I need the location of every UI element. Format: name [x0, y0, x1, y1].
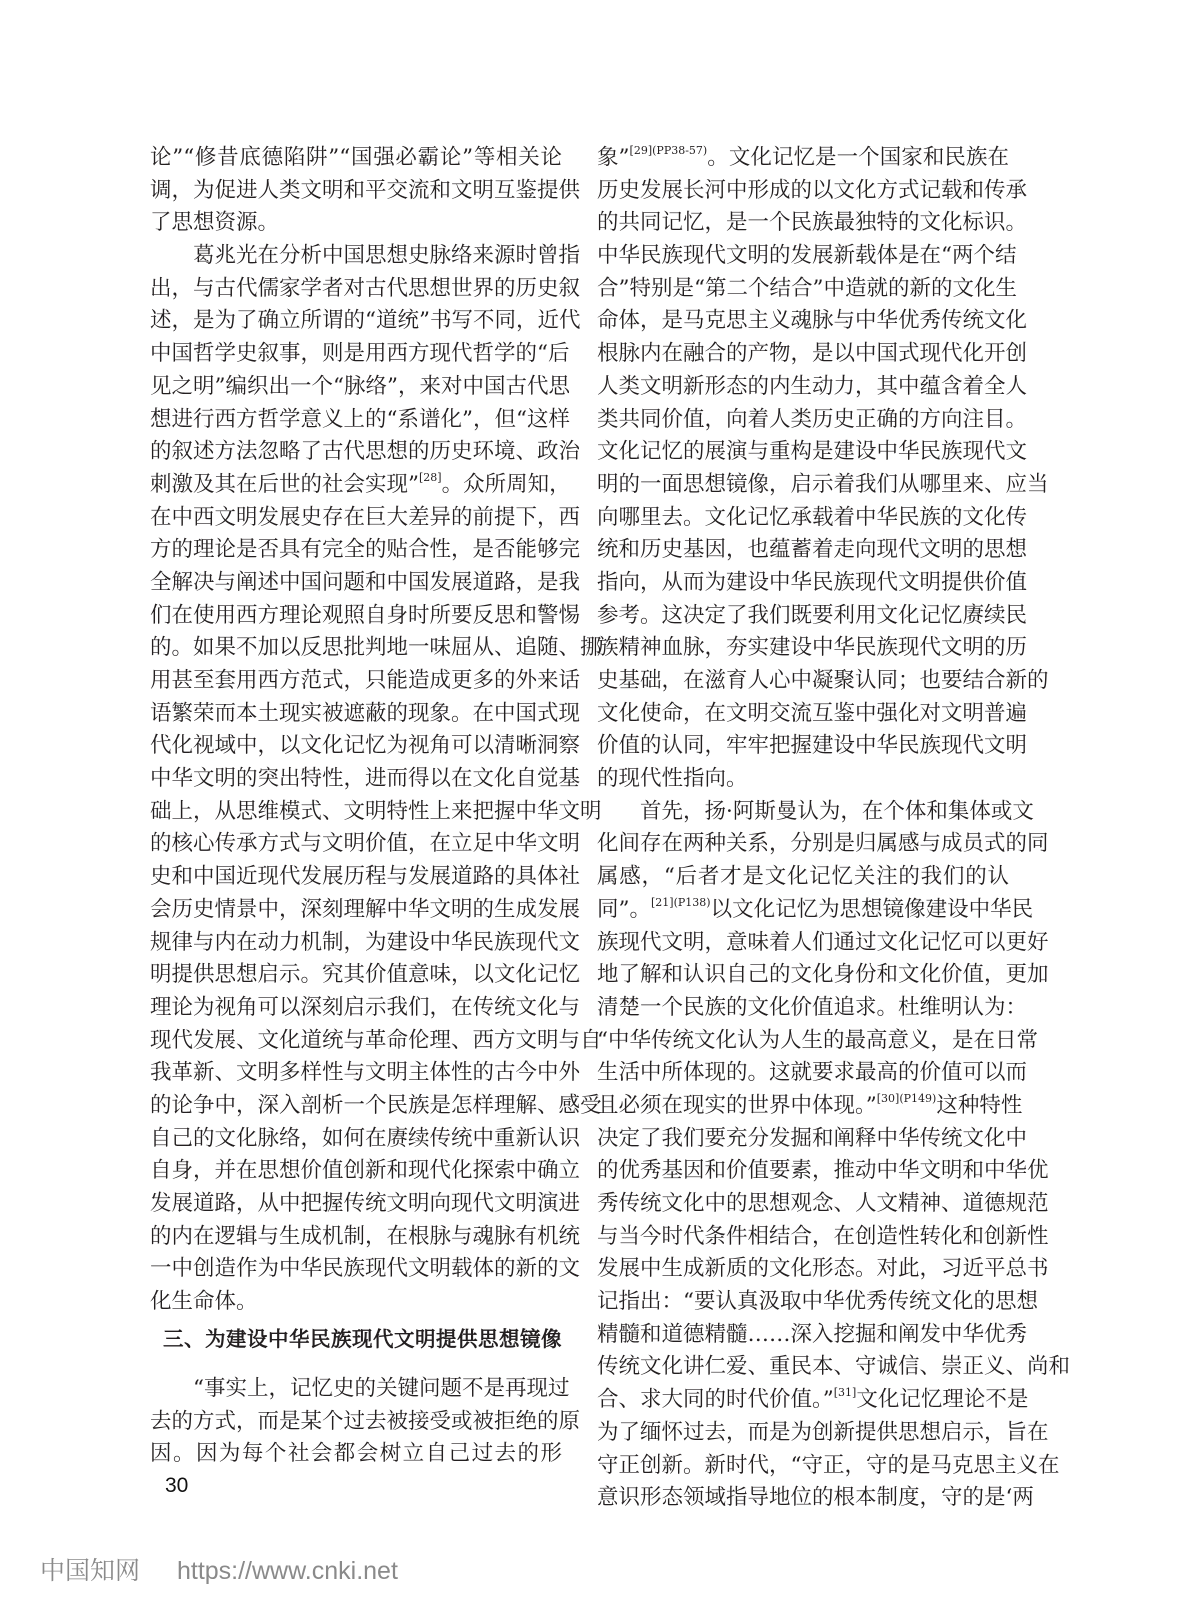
- citation-superscript: [31]: [833, 1386, 857, 1400]
- text-line: [597, 1025, 1038, 1058]
- line-text: 现代发展、文化道统与革命伦理、西方文明与自: [150, 1027, 602, 1053]
- text-line: [150, 730, 581, 763]
- line-text: 调，为促进人类文明和平交流和文明互鉴提供: [150, 177, 581, 203]
- line-text: 化生命体。: [150, 1289, 258, 1315]
- text-line: [597, 175, 1028, 208]
- text-line: [150, 632, 602, 665]
- line-text: 自己的文化脉络，如何在赓续传统中重新认识: [150, 1125, 581, 1151]
- line-text: 精髓和道德精髓……深入挖掘和阐发中华优秀: [597, 1321, 1028, 1347]
- text-line: [597, 698, 1028, 731]
- text-line: [597, 992, 1028, 1025]
- line-text: 首先，扬·阿斯曼认为，在个体和集体或文: [640, 798, 1034, 824]
- line-text: 因。因为每个社会都会树立自己过去的形: [150, 1441, 562, 1467]
- text-line: [150, 894, 581, 927]
- line-text: 化间存在两种关系，分别是归属感与成员式的同: [597, 831, 1049, 857]
- line-text: 合”特别是“第二个结合”中造就的新的文化生: [597, 275, 1017, 301]
- line-text: 理论为视角可以深刻启示我们，在传统文化与: [150, 994, 581, 1020]
- text-line: [150, 796, 602, 829]
- text-line: [597, 730, 1028, 763]
- text-line: [150, 992, 581, 1025]
- line-text: 文化记忆的展演与重构是建设中华民族现代文: [597, 439, 1028, 465]
- text-line: [150, 1373, 570, 1406]
- text-line: [597, 1221, 1049, 1254]
- line-text: 同”。: [597, 896, 651, 922]
- line-text: 会历史情景中，深刻理解中华文明的生成发展: [150, 896, 581, 922]
- text-line: [150, 1123, 581, 1156]
- line-text: 记指出：“要认真汲取中华优秀传统文化的思想: [597, 1289, 1038, 1315]
- line-text-after-citation: 以文化记忆为思想镜像建设中华民: [710, 896, 1034, 922]
- text-line: [597, 665, 1049, 698]
- text-line: [597, 1319, 1028, 1352]
- text-line: [150, 1057, 581, 1090]
- line-text: 们在使用西方理论观照自身时所要反思和警惕: [150, 602, 581, 628]
- line-text: 向哪里去。文化记忆承载着中华民族的文化传: [597, 504, 1028, 530]
- line-text-after-citation: 。众所周知，: [441, 471, 571, 497]
- text-line: [597, 1351, 1071, 1384]
- text-line: [150, 1286, 562, 1319]
- line-text: 的核心传承方式与文明价值，在立足中华文明: [150, 831, 581, 857]
- line-text: 文化使命，在文明交流互鉴中强化对文明普遍: [597, 700, 1028, 726]
- line-text: 发展中生成新质的文化形态。对此，习近平总书: [597, 1256, 1049, 1282]
- line-text: 我革新、文明多样性与文明主体性的古今中外: [150, 1060, 581, 1086]
- left-column-bottom: [150, 1373, 581, 1471]
- footer-watermark: [40, 1551, 398, 1587]
- line-text: 根脉内在融合的产物，是以中国式现代化开创: [597, 341, 1028, 367]
- text-line: [597, 1450, 1060, 1483]
- text-line: [150, 1155, 581, 1188]
- text-line: [597, 1482, 1034, 1515]
- text-line: [597, 632, 1028, 665]
- text-line: [597, 1057, 1028, 1090]
- line-text: 的现代性指向。: [597, 766, 748, 792]
- text-line: [597, 861, 1009, 894]
- text-line: [597, 273, 1017, 306]
- line-text: 葛兆光在分析中国思想史脉络来源时曾指: [193, 243, 581, 269]
- line-text: 全解决与阐述中国问题和中国发展道路，是我: [150, 569, 581, 595]
- line-text: 自身，并在思想价值创新和现代化探索中确立: [150, 1158, 581, 1184]
- line-text: 决定了我们要充分发掘和阐释中华传统文化中: [597, 1125, 1028, 1151]
- line-text: 用甚至套用西方范式，只能造成更多的外来话: [150, 668, 581, 693]
- line-text: 去的方式，而是某个过去被接受或被拒绝的原: [150, 1408, 581, 1434]
- line-text: 的。如果不加以反思批判地一味屈从、追随、挪: [150, 635, 602, 661]
- line-text: 族现代文明，意味着人们通过文化记忆可以更好: [597, 929, 1049, 955]
- line-text: 的内在逻辑与生成机制，在根脉与魂脉有机统: [150, 1223, 581, 1249]
- line-text: 价值的认同，牢牢把握建设中华民族现代文明: [597, 733, 1028, 759]
- text-line: [597, 502, 1028, 535]
- text-line: [150, 959, 581, 992]
- line-text: 为了缅怀过去，而是为创新提供思想启示，旨在: [597, 1419, 1049, 1445]
- line-text: 且必须在现实的世界中体现。”: [597, 1092, 877, 1118]
- text-line: [597, 142, 1009, 175]
- text-line: [597, 404, 1028, 437]
- line-text: “中华传统文化认为人生的最高意义，是在日常: [597, 1027, 1038, 1053]
- text-line: [597, 1286, 1038, 1319]
- citation-superscript: [30](P149): [876, 1091, 937, 1105]
- text-line: [150, 436, 581, 469]
- line-text: 命体，是马克思主义魂脉与中华优秀传统文化: [597, 308, 1028, 334]
- text-line: [597, 796, 1034, 829]
- citation-superscript: [21](P138): [651, 895, 711, 909]
- text-line: [150, 305, 581, 338]
- line-text: 中国哲学史叙事，则是用西方现代哲学的“后: [150, 341, 570, 367]
- line-text: 生活中所体现的。这就要求最高的价值可以而: [597, 1060, 1028, 1086]
- text-line: [597, 436, 1028, 469]
- text-line: [150, 828, 581, 861]
- text-line: [150, 273, 581, 306]
- text-line: [150, 207, 562, 240]
- text-line: [597, 469, 1049, 502]
- page-number: 30: [165, 1474, 189, 1497]
- citation-superscript: [29](PP38-57): [629, 144, 708, 157]
- text-line: [597, 1090, 1023, 1123]
- line-text: 了思想资源。: [150, 210, 280, 236]
- line-text: 规律与内在动力机制，为建设中华民族现代文: [150, 929, 581, 955]
- line-text: 代化视域中，以文化记忆为视角可以清晰洞察: [150, 733, 581, 759]
- text-line: [150, 240, 581, 273]
- text-line: [150, 763, 581, 796]
- line-text: 意识形态领域指导地位的根本制度，守的是‘两: [597, 1485, 1034, 1511]
- line-text: 秀传统文化中的思想观念、人文精神、道德规范: [597, 1191, 1049, 1216]
- text-line: [150, 338, 570, 371]
- line-text: 的叙述方法忽略了古代思想的历史环境、政治: [150, 439, 581, 465]
- citation-superscript: [28]: [419, 470, 442, 484]
- text-line: [150, 927, 581, 960]
- line-text: 指向，从而为建设中华民族现代文明提供价值: [597, 569, 1028, 595]
- line-text: 语繁荣而本土现实被遮蔽的现象。在中国式现: [150, 700, 581, 726]
- text-line: [150, 502, 581, 535]
- text-line: [597, 763, 1009, 796]
- text-line: [597, 828, 1049, 861]
- text-line: [150, 142, 562, 175]
- line-text: 地了解和认识自己的文化身份和文化价值，更加: [597, 962, 1049, 988]
- text-line: [150, 1438, 562, 1471]
- line-text: 的优秀基因和价值要素，推动中华文明和中华优: [597, 1158, 1049, 1184]
- line-text: 类共同价值，向着人类历史正确的方向注目。: [597, 406, 1028, 432]
- line-text: 中华民族现代文明的发展新载体是在“两个结: [597, 243, 1017, 269]
- text-line: [597, 1123, 1028, 1156]
- line-text-after-citation: 这种特性: [936, 1092, 1023, 1118]
- text-line: [150, 1221, 581, 1254]
- text-line: [597, 534, 1028, 567]
- line-text: 想进行西方哲学意义上的“系谱化”，但“这样: [150, 406, 570, 432]
- text-line: [597, 338, 1028, 371]
- line-text-after-citation: 。文化记忆是一个国家和民族在: [707, 145, 1009, 170]
- text-line: [597, 567, 1028, 600]
- line-text: 在中西文明发展史存在巨大差异的前提下，西: [150, 504, 581, 530]
- text-line: [597, 1384, 1029, 1417]
- line-text: 统和历史基因，也蕴蓄着走向现代文明的思想: [597, 537, 1028, 563]
- text-line: [150, 469, 571, 502]
- line-text: 象”: [597, 145, 630, 170]
- footer-url[interactable]: https://www.cnki.net: [176, 1557, 398, 1585]
- line-text: 一中创造作为中华民族现代文明载体的新的文: [150, 1256, 581, 1282]
- line-text: 中华文明的突出特性，进而得以在文化自觉基: [150, 766, 581, 792]
- line-text: 合、求大同的时代价值。”: [597, 1387, 834, 1413]
- text-line: [150, 1406, 581, 1439]
- text-line: [597, 371, 1028, 404]
- text-line: [597, 959, 1049, 992]
- text-line: [150, 175, 581, 208]
- line-text: 发展道路，从中把握传统文明向现代文明演进: [150, 1191, 581, 1216]
- line-text: 史和中国近现代发展历程与发展道路的具体社: [150, 864, 581, 890]
- line-text: 与当今时代条件相结合，在创造性转化和创新性: [597, 1223, 1049, 1249]
- line-text: 史基础，在滋育人心中凝聚认同；也要结合新的: [597, 668, 1049, 693]
- line-text: 属感，“后者才是文化记忆关注的我们的认: [597, 864, 1009, 890]
- text-line: [150, 567, 581, 600]
- line-text: 的共同记忆，是一个民族最独特的文化标识。: [597, 210, 1028, 236]
- text-line: [597, 305, 1028, 338]
- line-text: 守正创新。新时代，“守正，守的是马克思主义在: [597, 1452, 1060, 1478]
- text-line: [150, 1090, 602, 1123]
- line-text: 人类文明新形态的内生动力，其中蕴含着全人: [597, 373, 1028, 399]
- left-column: [150, 142, 602, 1319]
- line-text: 族精神血脉，夯实建设中华民族现代文明的历: [597, 635, 1028, 661]
- text-line: [597, 1253, 1049, 1286]
- text-line: [150, 861, 581, 894]
- text-line: [150, 1025, 602, 1058]
- text-line: [597, 1155, 1049, 1188]
- line-text: 出，与古代儒家学者对古代思想世界的历史叙: [150, 275, 581, 301]
- line-text: 述，是为了确立所谓的“道统”书写不同，近代: [150, 308, 581, 334]
- line-text: 清楚一个民族的文化价值追求。杜维明认为：: [597, 994, 1028, 1020]
- text-line: [597, 927, 1049, 960]
- text-line: [150, 1188, 581, 1221]
- text-line: [597, 600, 1028, 633]
- text-line: [150, 600, 581, 633]
- line-text: 历史发展长河中形成的以文化方式记载和传承: [597, 177, 1028, 203]
- text-line: [150, 665, 581, 698]
- line-text-after-citation: 文化记忆理论不是: [856, 1387, 1029, 1413]
- line-text: 明的一面思想镜像，启示着我们从哪里来、应当: [597, 471, 1049, 497]
- text-line: [150, 371, 570, 404]
- line-text: 论”“修昔底德陷阱”“国强必霸论”等相关论: [150, 145, 562, 170]
- line-text: “事实上，记忆史的关键问题不是再现过: [193, 1376, 570, 1401]
- text-line: [150, 698, 581, 731]
- line-text: 传统文化讲仁爱、重民本、守诚信、崇正义、尚和: [597, 1354, 1071, 1380]
- text-line: [597, 894, 1034, 927]
- text-line: [150, 1253, 581, 1286]
- text-line: [597, 207, 1028, 240]
- line-text: 明提供思想启示。究其价值意味，以文化记忆: [150, 962, 581, 988]
- text-line: [597, 1188, 1049, 1221]
- text-line: [597, 1417, 1049, 1450]
- section-heading: 三、为建设中华民族现代文明提供思想镜像: [163, 1327, 562, 1351]
- line-text: 刺激及其在后世的社会实现”: [150, 471, 419, 497]
- line-text: 的论争中，深入剖析一个民族是怎样理解、感受: [150, 1092, 602, 1118]
- right-column: [597, 142, 1071, 1515]
- line-text: 参考。这决定了我们既要利用文化记忆赓续民: [597, 602, 1028, 628]
- text-line: [150, 534, 581, 567]
- footer-brand: 中国知网: [40, 1557, 141, 1585]
- line-text: 见之明”编织出一个“脉络”，来对中国古代思: [150, 373, 570, 399]
- line-text: 础上，从思维模式、文明特性上来把握中华文明: [150, 798, 602, 824]
- text-line: [597, 240, 1017, 273]
- text-line: [150, 404, 570, 437]
- line-text: 方的理论是否具有完全的贴合性，是否能够完: [150, 537, 581, 563]
